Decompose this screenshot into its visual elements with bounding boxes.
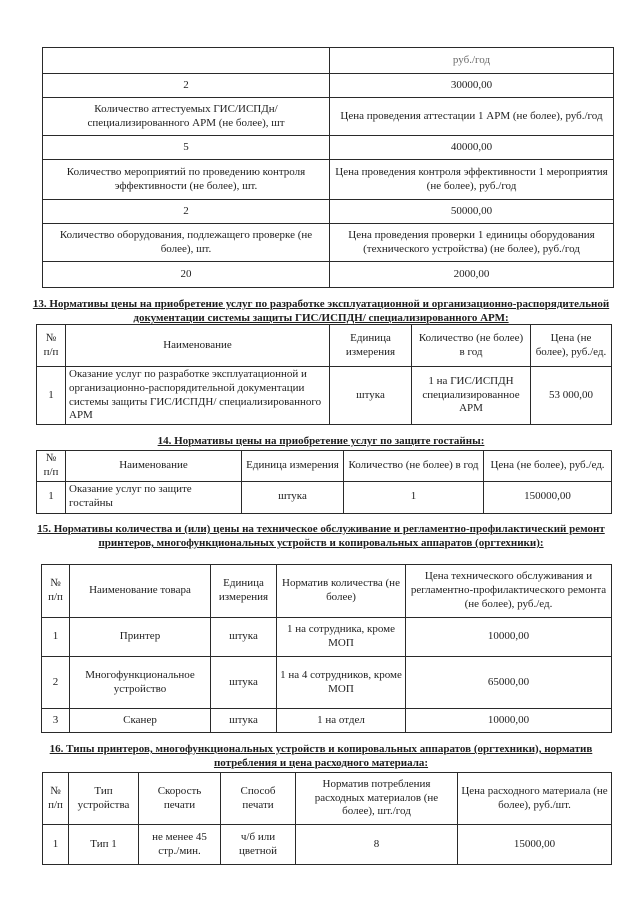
table-cell [43,48,330,74]
column-header: Наименование товара [70,565,211,618]
table-cell: 1 [37,367,66,425]
column-header: Количество (не более) в год [344,451,484,482]
table-row [42,709,612,733]
table-cell: не менее 45 стр./мин. [139,825,221,865]
table-cell: Сканер [70,709,211,733]
table-row [43,74,614,98]
table-row [43,136,614,160]
column-header: Единица измерения [330,325,412,367]
table-cell: 65000,00 [406,657,612,709]
table-cell: 2 [43,200,330,224]
table-row [37,367,612,425]
table-section-14 [36,450,612,514]
column-header: Наименование [66,451,242,482]
table-cell: Оказание услуг по защите гостайны [66,481,242,513]
table-cell: 1 на отдел [277,709,406,733]
table-cell: 10000,00 [406,709,612,733]
table-cell: Количество аттестуемых ГИС/ИСПДн/специализированного АРМ (не более), шт [43,98,330,136]
table-cell: Оказание услуг по разработке эксплуатационной и организационно-распорядительной документации системы защиты ГИС/ИСПДН/ специализированного АРМ [66,367,330,425]
table-row [37,481,612,513]
table-cell: Количество мероприятий по проведению контроля эффективности (не более), шт. [43,160,330,200]
column-header: Тип устройства [69,773,139,825]
table-header-row [43,773,612,825]
table-cell: 150000,00 [484,481,612,513]
table-cell: руб./год [330,48,614,74]
table-section-16 [42,772,612,865]
table-cell: Цена проведения проверки 1 единицы оборудования (технического устройства) (не более), руб./год [330,224,614,262]
table-section-13 [36,324,612,425]
column-header: Цена технического обслуживания и регламентно-профилактического ремонта (не более), руб./ед. [406,565,612,618]
table-cell: 53 000,00 [531,367,612,425]
section-15-title: 15. Нормативы количества и (или) цены на техническое обслуживание и регламентно-профилактический ремонт принтеров, многофункциональных устройств и копировальных аппаратов (оргтехники): [37,523,605,549]
table-cell: Многофункциональное устройство [70,657,211,709]
table-cell: 5 [43,136,330,160]
table-cell: штука [211,709,277,733]
table-cell: 20 [43,262,330,288]
column-header: № п/п [37,325,66,367]
table-cell: 1 [344,481,484,513]
table-cell: 2 [42,657,70,709]
column-header: Цена (не более), руб./ед. [531,325,612,367]
table-header-row [42,565,612,618]
table-cell: 1 [42,618,70,657]
table-cell: 1 на сотрудника, кроме МОП [277,618,406,657]
column-header: № п/п [37,451,66,482]
table-cell: 10000,00 [406,618,612,657]
table-attestation [42,47,614,288]
table-cell: 30000,00 [330,74,614,98]
table-cell: 2 [43,74,330,98]
table-row [43,48,614,74]
table-row [43,825,612,865]
column-header: Наименование [66,325,330,367]
table-cell: Тип 1 [69,825,139,865]
table-cell: 1 на ГИС/ИСПДН специализированное АРМ [412,367,531,425]
column-header: № п/п [42,565,70,618]
table-cell: штука [330,367,412,425]
table-row [43,262,614,288]
column-header: Цена (не более), руб./ед. [484,451,612,482]
table-cell: 50000,00 [330,200,614,224]
column-header: Норматив потребления расходных материалов (не более), шт./год [296,773,458,825]
table-cell: Цена проведения контроля эффективности 1 мероприятия (не более), руб./год [330,160,614,200]
column-header: Норматив количества (не более) [277,565,406,618]
column-header: Способ печати [221,773,296,825]
table-header-row [37,325,612,367]
table-row [43,200,614,224]
column-header: Единица измерения [211,565,277,618]
table-cell: Цена проведения аттестации 1 АРМ (не более), руб./год [330,98,614,136]
table-row [43,98,614,136]
table-cell: 1 [43,825,69,865]
table-header-row [37,451,612,482]
table-cell: 15000,00 [458,825,612,865]
table-cell: ч/б или цветной [221,825,296,865]
table-cell: Принтер [70,618,211,657]
table-cell: штука [211,618,277,657]
table-row [43,160,614,200]
column-header: Количество (не более) в год [412,325,531,367]
table-cell: штука [242,481,344,513]
table-cell: 40000,00 [330,136,614,160]
table-row [42,657,612,709]
column-header: № п/п [43,773,69,825]
section-13-title: 13. Нормативы цены на приобретение услуг по разработке эксплуатационной и организационно-распорядительной документации системы защиты ГИС/ИСПДН/ специализированного АРМ: [32,298,610,324]
table-section-15 [41,564,612,733]
section-16-title: 16. Типы принтеров, многофункциональных устройств и копировальных аппаратов (оргтехники), норматив потребления и цена расходного материала: [49,743,593,769]
column-header: Цена расходного материала (не более), руб./шт. [458,773,612,825]
table-cell: 1 на 4 сотрудников, кроме МОП [277,657,406,709]
section-14-title: 14. Нормативы цены на приобретение услуг по защите гостайны: [157,435,485,447]
table-cell: 1 [37,481,66,513]
table-row [42,618,612,657]
table-cell: 3 [42,709,70,733]
table-row [43,224,614,262]
table-cell: 2000,00 [330,262,614,288]
column-header: Скорость печати [139,773,221,825]
table-cell: Количество оборудования, подлежащего проверке (не более), шт. [43,224,330,262]
table-cell: штука [211,657,277,709]
column-header: Единица измерения [242,451,344,482]
table-cell: 8 [296,825,458,865]
